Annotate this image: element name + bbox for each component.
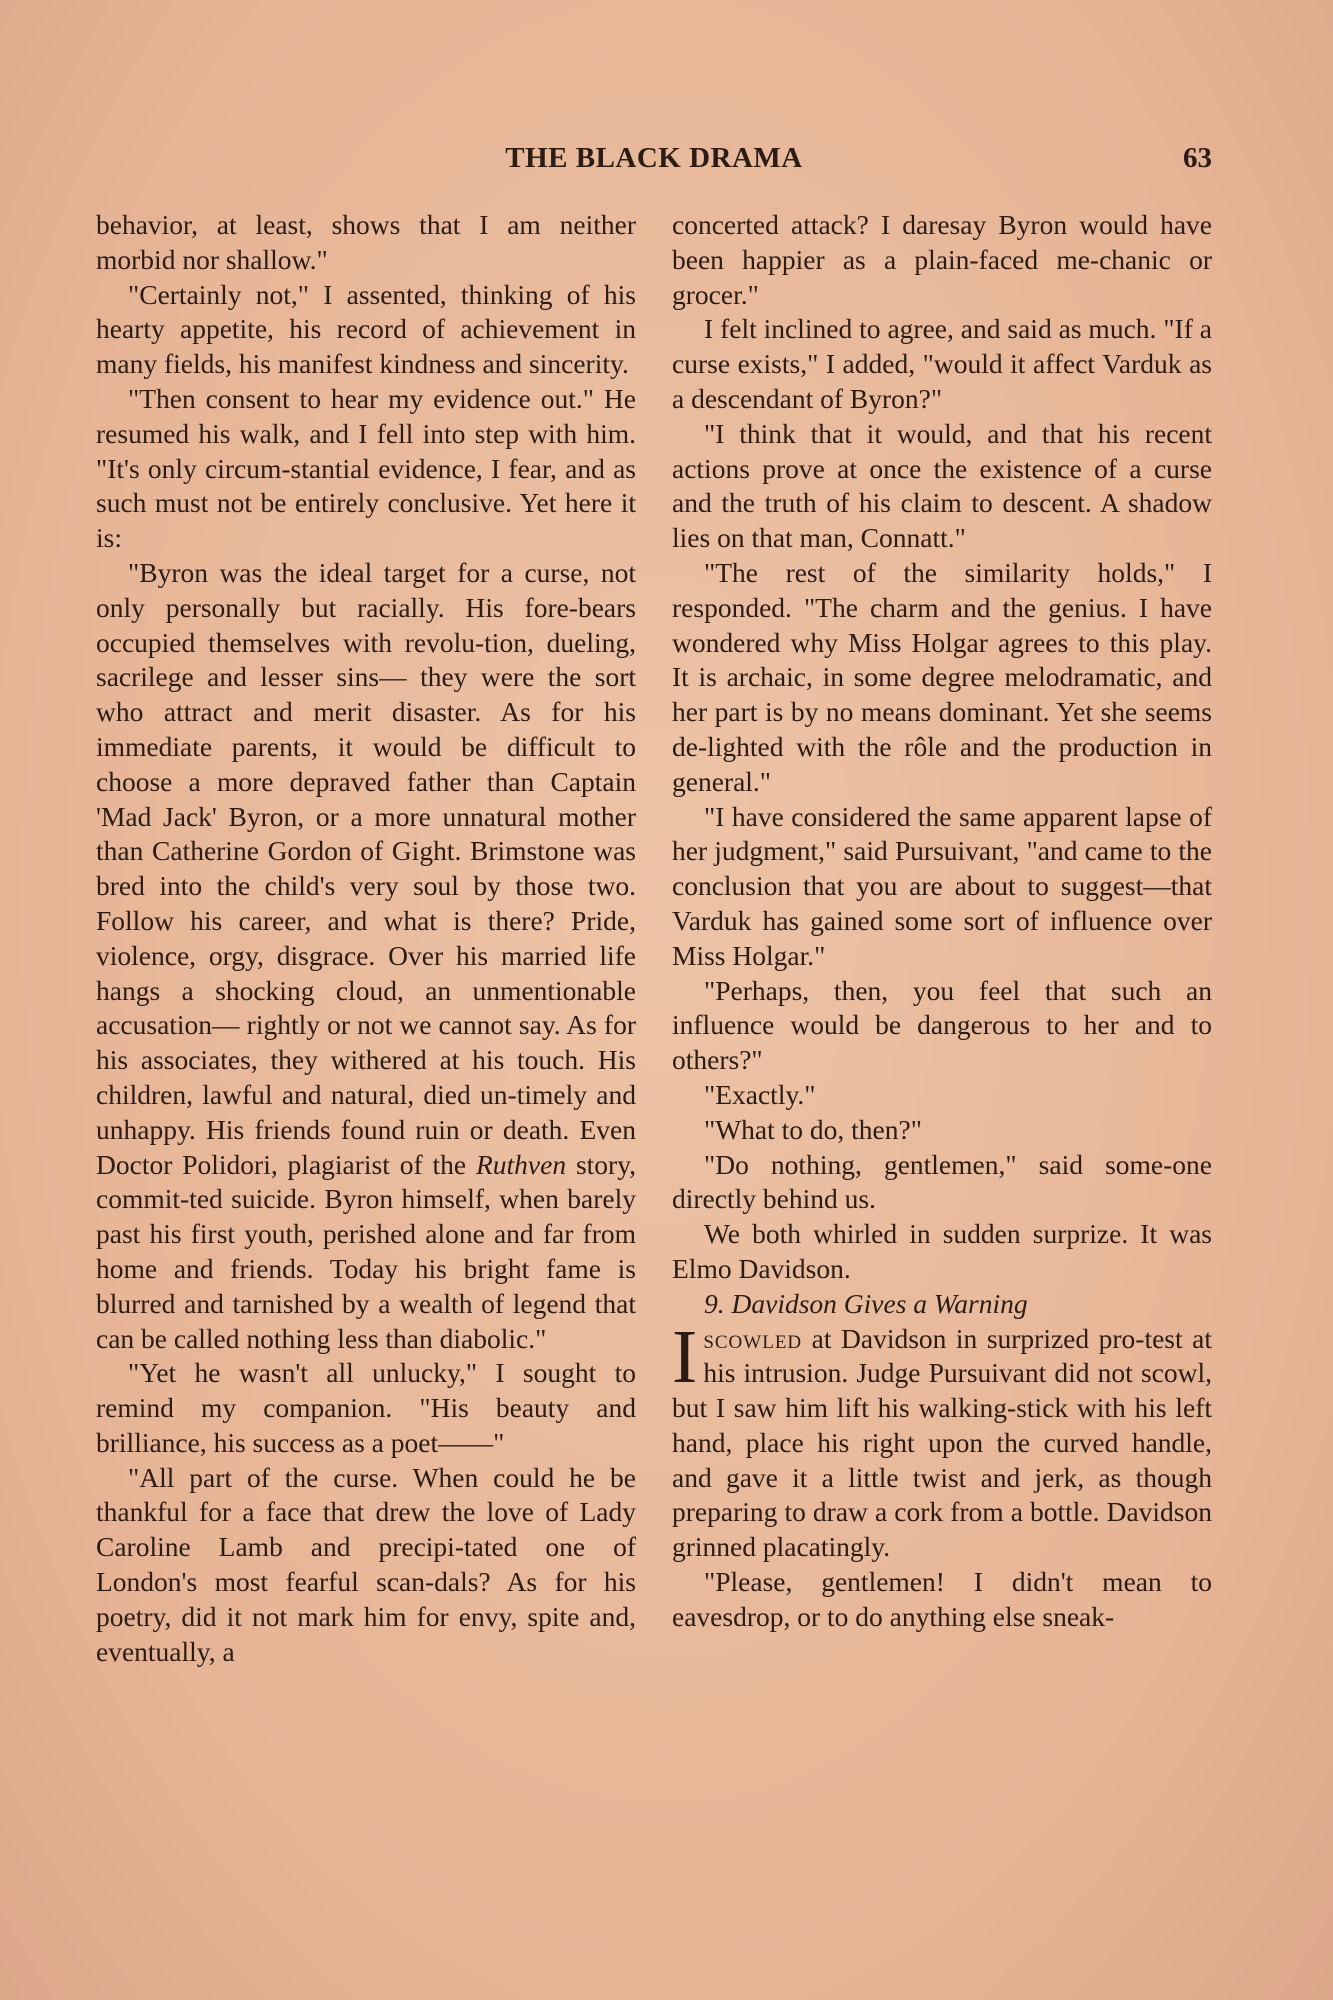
paragraph: "Please, gentlemen! I didn't mean to eavesdrop, or to do anything else sneak- [672, 1566, 1212, 1632]
paragraph: "What to do, then?" [704, 1113, 922, 1145]
paragraph [96, 556, 636, 1356]
section-heading: 9. Davidson Gives a Warning [704, 1287, 1028, 1319]
paragraph-text: story, commit-ted suicide. Byron himself, when barely past his first youth, perished alone and far from home and friends. Today his bright fame is blurred and tarnished by a wealth of legend that can be called nothing less than diabolic." [96, 1148, 637, 1354]
paragraph: "I think that it would, and that his recent actions prove at once the existence of a curse and the truth of his claim to descent. A shadow lies on that man, Connatt." [672, 417, 1212, 554]
right-column [672, 208, 1212, 1635]
paragraph-text: "Byron was the ideal target for a curse, not only personally but racially. His fore-bears occupied themselves with revolu-tion, dueling, sacrilege and lesser sins— they were the sort who attract and merit disaster. As for his immediate parents, it would be difficult to choose a more depraved father than Captain 'Mad Jack' Byron, or a more unnatural mother than Catherine Gordon of Gight. Brimstone was bred into the child's very soul by those two. Follow his career, and what is there? Pride, violence, orgy, disgrace. Over his married life hangs a shocking cloud, an unmentionable accusation— rightly or not we cannot say. As for his associates, they withered at his touch. His children, lawful and natural, died un-timely and unhappy. His friends found ruin or death. Even Doctor Polidori, plagiarist of the [96, 556, 636, 1180]
page-number: 63 [1183, 142, 1212, 174]
paragraph: "All part of the curse. When could he be thankful for a face that drew the love of Lady Caroline Lamb and precipi-tated one of London's most fearful scan-dals? As for his poetry, did it not mark him for envy, spite and, eventually, a [96, 1461, 636, 1667]
paragraph: concerted attack? I daresay Byron would have been happier as a plain-faced me-chanic or grocer." [672, 209, 1212, 310]
paragraph-text: at Davidson in surprized pro-test at his intrusion. Judge Pursuivant did not scowl, but I saw him lift his walking-stick with his left hand, place his right upon the curved handle, and gave it a little twist and jerk, as though preparing to draw a cork from a bottle. Davidson grinned placatingly. [672, 1322, 1212, 1563]
smallcaps-lead: scowled [703, 1322, 803, 1354]
paragraph [672, 1314, 1212, 1566]
paragraph: I felt inclined to agree, and said as much. "If a curse exists," I added, "would it affect Varduk as a descendant of Byron?" [672, 313, 1212, 414]
left-column [96, 208, 636, 1669]
italic-title: Ruthven [475, 1148, 567, 1180]
paragraph: "I have considered the same apparent lapse of her judgment," said Pursuivant, "and came to the conclusion that you are about to suggest—that Varduk has gained some sort of influence over Miss Holgar." [672, 800, 1212, 971]
drop-cap: I [672, 1314, 698, 1399]
paragraph: We both whirled in sudden surprize. It was Elmo Davidson. [672, 1218, 1212, 1284]
paragraph: "Then consent to hear my evidence out." He resumed his walk, and I fell into step with him. "It's only circum-stantial evidence, I fear, and as such must not be entirely conclusive. Yet here it is: [96, 382, 636, 554]
paragraph: "Yet he wasn't all unlucky," I sought to remind my companion. "His beauty and brilliance, his success as a poet——" [96, 1357, 636, 1458]
paragraph: "Certainly not," I assented, thinking of his hearty appetite, his record of achievement in many fields, his manifest kindness and sincerity. [96, 278, 636, 380]
paragraph: "The rest of the similarity holds," I responded. "The charm and the genius. I have wondered why Miss Holgar agrees to this play. It is archaic, in some degree melodramatic, and her part is by no means dominant. Yet she seems de-lighted with the rôle and the production in general." [672, 556, 1212, 797]
running-title: THE BLACK DRAMA [505, 142, 803, 174]
paragraph: "Exactly." [704, 1078, 816, 1110]
paragraph: behavior, at least, shows that I am neither morbid nor shallow." [96, 209, 636, 275]
running-header [96, 140, 1212, 180]
paragraph: "Perhaps, then, you feel that such an influence would be dangerous to her and to others?" [672, 974, 1212, 1076]
paragraph: "Do nothing, gentlemen," said some-one directly behind us. [672, 1148, 1212, 1215]
